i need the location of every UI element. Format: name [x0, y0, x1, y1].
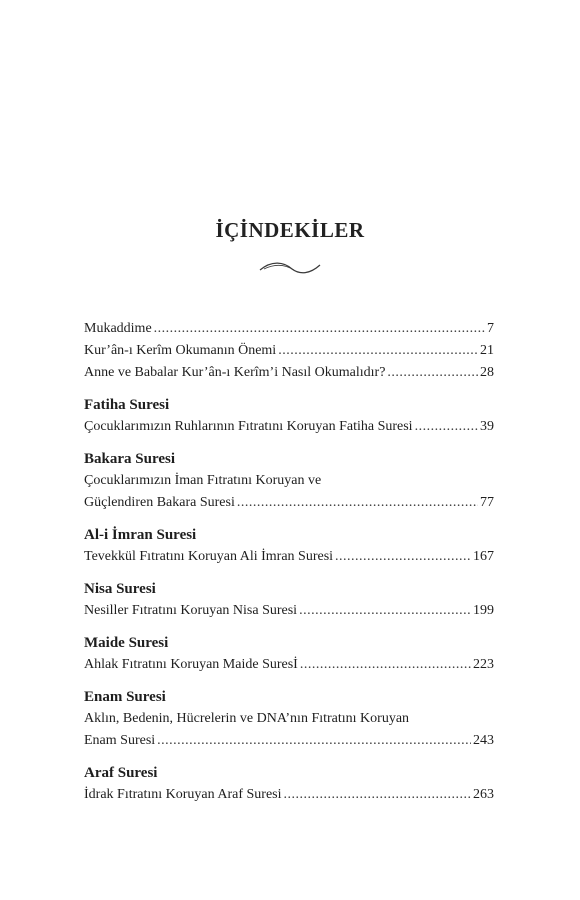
- toc-page-number: 167: [473, 549, 494, 564]
- toc-intro-group: [84, 318, 494, 384]
- page-title: İÇİNDEKİLER: [215, 218, 365, 242]
- section-heading: Maide Suresi: [84, 635, 169, 651]
- dot-leader: [335, 546, 471, 568]
- toc-page-number: 77: [480, 495, 494, 510]
- toc-section: [84, 632, 494, 676]
- toc-entry[interactable]: [84, 784, 494, 806]
- toc-entry-title: Güçlendiren Bakara Suresi: [84, 495, 235, 510]
- toc-entry-title: Nesiller Fıtratını Koruyan Nisa Suresi: [84, 603, 298, 618]
- toc-entry-title-line: Çocuklarımızın İman Fıtratını Koruyan ve: [84, 473, 322, 488]
- section-heading: Fatiha Suresi: [84, 397, 170, 413]
- toc-entry-title: Çocuklarımızın Ruhlarının Fıtratını Koruyan Fatiha Suresi: [84, 419, 413, 434]
- toc-entry-title: Enam Suresi: [84, 733, 156, 748]
- dot-leader: [300, 654, 471, 676]
- toc-entry-title: Tevekkül Fıtratını Koruyan Ali İmran Suresi: [84, 549, 334, 564]
- toc-entry[interactable]: [84, 362, 494, 384]
- dot-leader: [154, 318, 485, 340]
- toc-entry[interactable]: [84, 340, 494, 362]
- toc-section: [84, 686, 494, 752]
- dot-leader: [237, 492, 478, 514]
- dot-leader: [157, 730, 471, 752]
- dot-leader: [284, 784, 471, 806]
- toc-page-number: 21: [480, 343, 494, 358]
- section-heading: Nisa Suresi: [84, 581, 156, 597]
- toc-page-number: 263: [473, 787, 494, 802]
- toc-entry-title: Mukaddime: [84, 321, 152, 336]
- dot-leader: [278, 340, 478, 362]
- section-heading: Enam Suresi: [84, 689, 166, 705]
- dot-leader: [299, 600, 471, 622]
- dot-leader: [387, 362, 478, 384]
- toc-page-number: 28: [480, 365, 494, 380]
- toc-entry[interactable]: [84, 654, 494, 676]
- section-heading: Bakara Suresi: [84, 451, 175, 467]
- table-of-contents: [84, 318, 494, 806]
- toc-section: [84, 762, 494, 806]
- toc-section: [84, 524, 494, 568]
- toc-entry[interactable]: [84, 600, 494, 622]
- toc-page-number: 243: [473, 733, 494, 748]
- toc-entry[interactable]: [84, 416, 494, 438]
- toc-entry-title: İdrak Fıtratını Koruyan Araf Suresi: [84, 787, 282, 802]
- toc-page-number: 39: [480, 419, 494, 434]
- toc-entry-title-line: Aklın, Bedenin, Hücrelerin ve DNA’nın Fıtratını Koruyan: [84, 711, 410, 726]
- toc-entry[interactable]: [84, 730, 494, 752]
- toc-entry[interactable]: [84, 318, 494, 340]
- toc-entry-title: Kur’ân-ı Kerîm Okumanın Önemi: [84, 343, 277, 358]
- toc-entry[interactable]: [84, 546, 494, 568]
- toc-page-number: 7: [487, 321, 494, 336]
- section-heading: Araf Suresi: [84, 765, 158, 781]
- toc-section: [84, 394, 494, 438]
- toc-page-number: 223: [473, 657, 494, 672]
- section-heading: Al-i İmran Suresi: [84, 527, 197, 543]
- toc-section: [84, 578, 494, 622]
- toc-section: [84, 448, 494, 514]
- toc-entry-title: Anne ve Babalar Kur’ân-ı Kerîm’i Nasıl Okumalıdır?: [84, 365, 386, 380]
- dot-leader: [415, 416, 478, 438]
- toc-entry-title: Ahlak Fıtratını Koruyan Maide Suresİ: [84, 657, 298, 672]
- toc-page-number: 199: [473, 603, 494, 618]
- swash-ornament-icon: [258, 256, 322, 278]
- toc-entry[interactable]: [84, 492, 494, 514]
